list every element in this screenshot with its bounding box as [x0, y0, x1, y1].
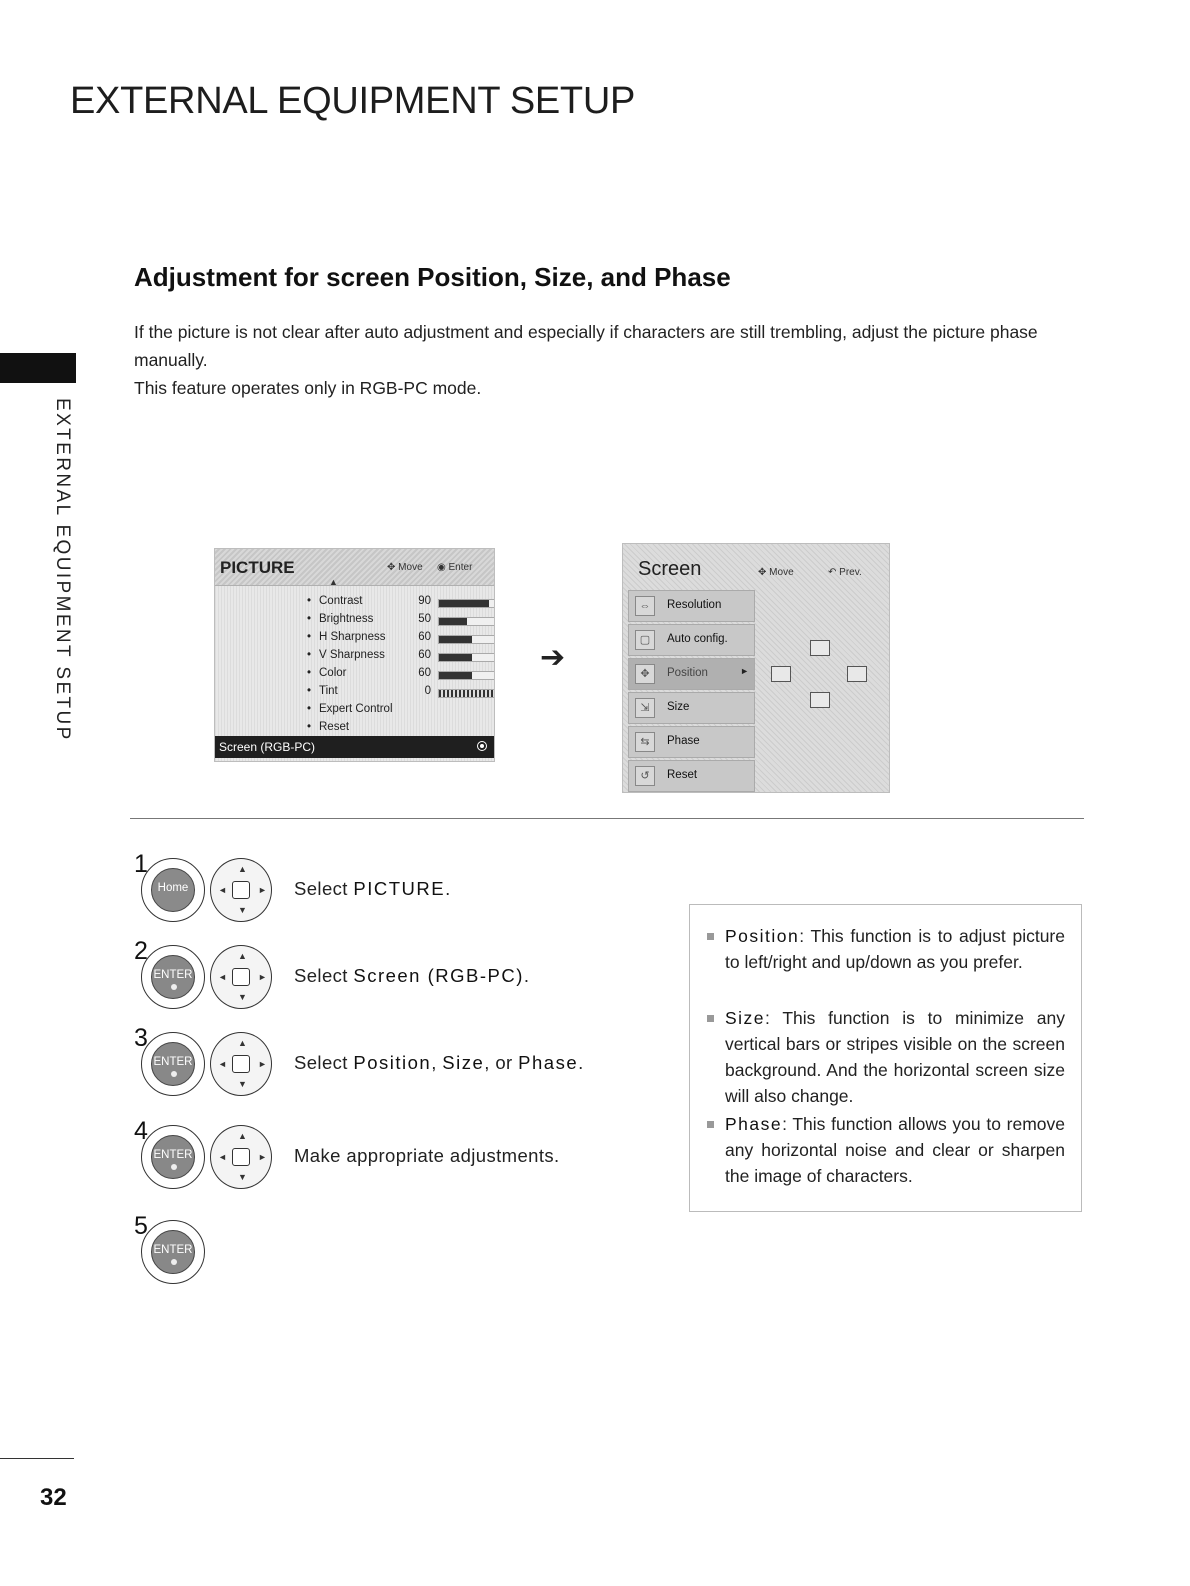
- info-term: Position: [725, 926, 800, 946]
- screen-menu-item-label: Position: [667, 667, 708, 679]
- level-bar-fill: [439, 672, 472, 679]
- picture-menu-header: [215, 549, 494, 586]
- bullet-icon: •: [307, 595, 312, 607]
- move-icon: ✥: [387, 562, 396, 573]
- level-bar: [438, 653, 495, 662]
- screen-menu-item[interactable]: [628, 760, 755, 792]
- down-arrow-icon: ▼: [238, 992, 247, 1002]
- button-face: [151, 868, 195, 912]
- position-right-box: [847, 666, 867, 682]
- screen-menu-item[interactable]: [628, 692, 755, 724]
- info-term: Phase: [725, 1114, 783, 1134]
- navigation-pad[interactable]: [210, 1125, 272, 1189]
- level-bar-fill: [439, 618, 467, 625]
- step-term: PICTURE: [353, 878, 446, 899]
- enter-icon: ◉: [437, 562, 446, 573]
- left-arrow-icon: ◄: [218, 972, 227, 982]
- picture-menu-item-value: 90: [418, 595, 431, 607]
- screen-menu-item[interactable]: [628, 590, 755, 622]
- picture-menu-item-value: 60: [418, 649, 431, 661]
- enter-button[interactable]: [141, 1125, 205, 1189]
- picture-menu-title: PICTURE: [220, 558, 295, 577]
- screen-menu-item-label: Resolution: [667, 599, 722, 611]
- step-text: Make appropriate adjustments.: [294, 1145, 560, 1166]
- up-arrow-icon: ▲: [238, 864, 247, 874]
- level-bar: [438, 671, 495, 680]
- right-arrow-icon: ►: [258, 1152, 267, 1162]
- step-number: 2: [134, 937, 148, 965]
- enter-dot-icon: [171, 1164, 177, 1170]
- button-label: ENTER: [153, 969, 193, 981]
- level-bar-fill: [439, 654, 472, 661]
- menu-item-icon: ✥: [635, 664, 655, 684]
- enter-dot-icon: [171, 1259, 177, 1265]
- down-arrow-icon: ▼: [238, 905, 247, 915]
- up-arrow-icon: ▲: [238, 1038, 247, 1048]
- button-face: [151, 1135, 195, 1179]
- navigation-pad[interactable]: [210, 1032, 272, 1096]
- ok-square-icon: [232, 881, 250, 899]
- home-button[interactable]: [141, 858, 205, 922]
- level-bar-fill: [439, 636, 472, 643]
- square-bullet-icon: [707, 933, 714, 940]
- info-item: [725, 923, 1065, 975]
- screen-menu-title: Screen: [638, 558, 702, 580]
- right-arrow-icon: ➔: [540, 641, 566, 674]
- step-term: Phase: [518, 1052, 579, 1073]
- level-bar: [438, 635, 495, 644]
- info-description: : This function is to minimize any vertical bars or stripes visible on the screen background. And the horizontal screen size will also change.: [725, 1008, 1065, 1106]
- button-face: [151, 1042, 195, 1086]
- menu-item-icon: ⇆: [635, 732, 655, 752]
- step-number: 3: [134, 1024, 148, 1052]
- step-text: , or: [484, 1052, 519, 1073]
- bullet-icon: •: [307, 703, 312, 715]
- menu-item-icon: ▢: [635, 630, 655, 650]
- level-bar: [438, 617, 495, 626]
- step-term: Position: [353, 1052, 432, 1073]
- bullet-icon: •: [307, 721, 312, 733]
- button-label: ENTER: [153, 1056, 193, 1068]
- picture-menu-item[interactable]: [307, 667, 487, 684]
- left-arrow-icon: ◄: [218, 1059, 227, 1069]
- section-divider: [130, 818, 1084, 819]
- step-number: 5: [134, 1212, 148, 1240]
- info-item: [725, 1005, 1065, 1109]
- step-text: .: [445, 878, 451, 899]
- down-arrow-icon: ▼: [238, 1079, 247, 1089]
- level-bar-fill: [439, 690, 494, 697]
- ok-square-icon: [232, 1148, 250, 1166]
- footer-line: [0, 1458, 74, 1459]
- ok-square-icon: [232, 968, 250, 986]
- picture-menu-item[interactable]: [307, 595, 487, 612]
- bullet-icon: •: [307, 685, 312, 697]
- left-arrow-icon: ◄: [218, 1152, 227, 1162]
- picture-menu-item-label: Contrast: [319, 595, 363, 607]
- info-description: : This function allows you to remove any horizontal noise and clear or sharpen the image of characters.: [725, 1114, 1065, 1186]
- picture-menu-item-label: Tint: [319, 685, 338, 697]
- screen-menu-item[interactable]: [628, 624, 755, 656]
- navigation-pad[interactable]: [210, 945, 272, 1009]
- move-hint: ✥ Move: [387, 562, 423, 573]
- step-number: 1: [134, 850, 148, 878]
- step-instruction: [294, 1145, 560, 1167]
- button-label: Home: [157, 882, 189, 894]
- up-arrow-icon: ▲: [238, 1131, 247, 1141]
- step-text: .: [578, 1052, 584, 1073]
- step-text: Select: [294, 965, 354, 986]
- enter-button[interactable]: [141, 1032, 205, 1096]
- button-face: [151, 1230, 195, 1274]
- button-face: [151, 955, 195, 999]
- picture-menu-item[interactable]: [307, 613, 487, 630]
- picture-menu-item-value: 60: [418, 631, 431, 643]
- pointer-icon: ►: [740, 666, 749, 676]
- intro-paragraph-2: This feature operates only in RGB-PC mode.: [134, 378, 482, 398]
- step-text: Select: [294, 1052, 354, 1073]
- level-bar-fill: [439, 600, 489, 607]
- screen-menu-header: [623, 544, 889, 588]
- bullet-icon: •: [307, 667, 312, 679]
- page-number: 32: [40, 1484, 67, 1511]
- right-arrow-icon: ►: [258, 1059, 267, 1069]
- enter-hint: ◉ Enter: [437, 562, 473, 573]
- step-number: 4: [134, 1117, 148, 1145]
- picture-menu-item-label: H Sharpness: [319, 631, 386, 643]
- enter-icon: [477, 741, 487, 751]
- screen-menu-item-label: Auto config.: [667, 633, 728, 645]
- picture-menu-item-label: Color: [319, 667, 347, 679]
- step-instruction: [294, 1052, 584, 1074]
- level-bar: [438, 689, 495, 698]
- screen-menu-item[interactable]: [628, 658, 755, 690]
- step-term: Screen (RGB-PC): [353, 965, 524, 986]
- step-instruction: [294, 878, 451, 900]
- screen-menu-item-label: Reset: [667, 769, 698, 781]
- picture-menu-screenshot: [214, 548, 495, 762]
- picture-menu-item[interactable]: [307, 631, 487, 648]
- section-title: Adjustment for screen Position, Size, and Phase: [134, 262, 731, 292]
- step-term: Size: [442, 1052, 485, 1073]
- step-instruction: [294, 965, 529, 987]
- step-text: Select: [294, 878, 354, 899]
- picture-menu-item-label: V Sharpness: [319, 649, 385, 661]
- info-box: [689, 904, 1082, 1212]
- side-tab-label: EXTERNAL EQUIPMENT SETUP: [52, 398, 73, 742]
- picture-menu-item[interactable]: [307, 649, 487, 666]
- picture-menu-item-label: Brightness: [319, 613, 374, 625]
- page-header-title: EXTERNAL EQUIPMENT SETUP: [70, 80, 636, 122]
- left-arrow-icon: ◄: [218, 885, 227, 895]
- enter-dot-icon: [171, 984, 177, 990]
- screen-menu-item-label: Size: [667, 701, 690, 713]
- level-bar: [438, 599, 495, 608]
- info-item: [725, 1111, 1065, 1189]
- picture-menu-item-value: 60: [418, 667, 431, 679]
- navigation-pad[interactable]: [210, 858, 272, 922]
- picture-menu-item[interactable]: [307, 703, 487, 720]
- screen-menu-screenshot: [622, 543, 890, 793]
- move-hint: ✥ Move: [758, 567, 794, 578]
- down-arrow-icon: ▼: [238, 1172, 247, 1182]
- position-up-box: [810, 640, 830, 656]
- picture-menu-item[interactable]: [307, 685, 487, 702]
- step-text: .: [523, 965, 530, 986]
- picture-menu-item-label: Expert Control: [319, 703, 393, 715]
- intro-text: [134, 318, 1104, 402]
- square-bullet-icon: [707, 1015, 714, 1022]
- return-icon: ↶: [828, 567, 837, 578]
- picture-menu-list: [215, 587, 494, 733]
- screen-rgb-pc-item[interactable]: [215, 736, 494, 758]
- picture-menu-item-value: 0: [424, 685, 431, 697]
- ok-square-icon: [232, 1055, 250, 1073]
- info-description: : This function is to adjust picture to left/right and up/down as you prefer.: [725, 926, 1065, 972]
- side-tab-marker: [0, 353, 76, 383]
- right-arrow-icon: ►: [258, 972, 267, 982]
- picture-menu-item-label: Reset: [319, 721, 350, 733]
- screen-menu-item[interactable]: [628, 726, 755, 758]
- intro-paragraph-1: If the picture is not clear after auto adjustment and especially if characters are still trembling, adjust the picture phase manually.: [134, 322, 1038, 370]
- move-icon: ✥: [758, 567, 767, 578]
- bullet-icon: •: [307, 649, 312, 661]
- scroll-up-icon: ▲: [329, 577, 338, 587]
- screen-menu-item-label: Phase: [667, 735, 700, 747]
- picture-menu-item-value: 50: [418, 613, 431, 625]
- button-label: ENTER: [153, 1244, 193, 1256]
- screen-rgb-pc-label: Screen (RGB-PC): [219, 740, 316, 754]
- prev-hint: ↶ Prev.: [828, 567, 862, 578]
- right-arrow-icon: ►: [258, 885, 267, 895]
- button-label: ENTER: [153, 1149, 193, 1161]
- enter-button[interactable]: [141, 945, 205, 1009]
- up-arrow-icon: ▲: [238, 951, 247, 961]
- menu-item-icon: ⇲: [635, 698, 655, 718]
- step-text: ,: [431, 1052, 443, 1073]
- menu-item-icon: ⇔: [635, 596, 655, 616]
- position-left-box: [771, 666, 791, 682]
- bullet-icon: •: [307, 613, 312, 625]
- square-bullet-icon: [707, 1121, 714, 1128]
- enter-button[interactable]: [141, 1220, 205, 1284]
- info-term: Size: [725, 1008, 766, 1028]
- menu-item-icon: ↺: [635, 766, 655, 786]
- enter-dot-icon: [171, 1071, 177, 1077]
- bullet-icon: •: [307, 631, 312, 643]
- position-down-box: [810, 692, 830, 708]
